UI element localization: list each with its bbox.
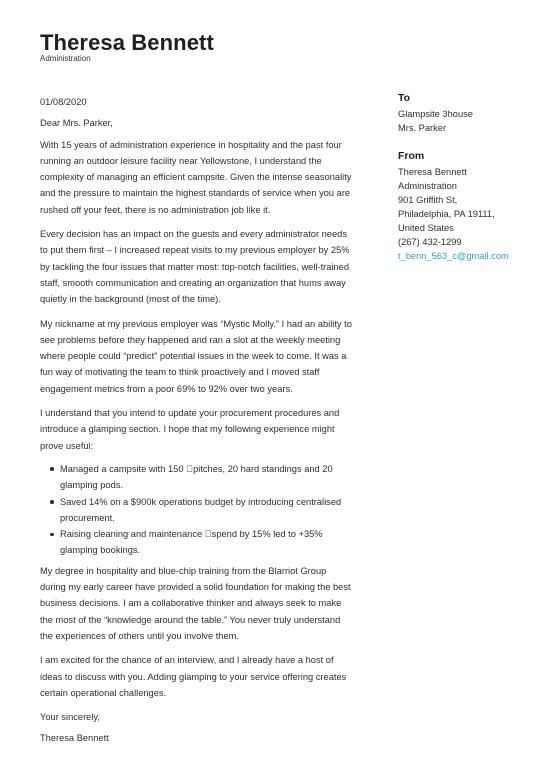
applicant-title: Administration bbox=[40, 54, 91, 63]
achievement-item: Raising cleaning and maintenance  spend by 15% led to +35% glamping bookings. bbox=[60, 526, 354, 559]
achievement-item: Managed a campsite with 150  pitches, 20 hard standings and 20 glamping pods. bbox=[60, 461, 354, 494]
sender-block bbox=[398, 149, 538, 263]
paragraph: I am excited for the chance of an interview, and I already have a host of ideas to discuss with you. Adding glamping to your service offering creates certain operational challenges. bbox=[40, 655, 347, 698]
paragraph: With 15 years of administration experience in hospitality and the past four running an outdoor leisure facility near Yellowstone, I understand the complexity of managing an efficient campsite. Given the intense seasonality and the pressure to maintain the highest standards of service when you are rushed off your feet, there is no administration job like it. bbox=[40, 139, 352, 215]
recipient-company: Glampsite 3house bbox=[398, 109, 473, 119]
achievement-item: Saved 14% on a $900k operations budget by introducing centralised procurement. bbox=[60, 494, 354, 527]
sender-title: Administration bbox=[398, 181, 457, 191]
sender-heading: From bbox=[398, 150, 425, 162]
paragraph: My nickname at my previous employer was “Mystic Molly.” I had an ability to see problems before they happened and ran a slot at the weekly meeting where people could “predict” potential issues in the week to come. It was a fun way of motivating the team to think proactively and I moved staff engagement metrics from a poor 69% to 92% over two years. bbox=[40, 318, 352, 394]
letter-body bbox=[40, 94, 354, 747]
sender-phone: (267) 432-1299 bbox=[398, 237, 462, 247]
sender-city: Philadelphia, PA 19111, bbox=[398, 209, 495, 219]
letter-date: 01/08/2020 bbox=[40, 97, 87, 107]
achievement-list bbox=[40, 461, 354, 559]
paragraph: I understand that you intend to update your procurement procedures and introduce a glamping section. I hope that my following experience might prove useful: bbox=[40, 408, 340, 451]
recipient-block bbox=[398, 91, 538, 135]
paragraph: My degree in hospitality and blue-chip training from the Blarriot Group during my early career have provided a solid foundation for making the best business decisions. I am a collaborative thinker and always seek to make the most of the “knowledge around the table.” You never truly understand the experiences of others until you involve them. bbox=[40, 565, 351, 641]
sender-country: United States bbox=[398, 223, 454, 233]
applicant-name: Theresa Bennett bbox=[40, 30, 214, 55]
sender-name: Theresa Bennett bbox=[398, 167, 467, 177]
letter-signature: Theresa Bennett bbox=[40, 733, 109, 744]
recipient-heading: To bbox=[398, 92, 411, 104]
sender-email-link[interactable]: t_benn_563_c@gmail.com bbox=[398, 251, 509, 261]
letter-greeting: Dear Mrs. Parker, bbox=[40, 118, 113, 129]
sender-street: 901 Griffith St, bbox=[398, 195, 458, 205]
recipient-contact: Mrs. Parker bbox=[398, 123, 447, 133]
paragraph: Every decision has an impact on the guests and every administrator needs to put them first – I increased repeat visits to my previous employer by 25% by tackling the four issues that matter most: top-notch facilities, well-trained staff, smooth communication and creating an organization that hums away quietly in the background (most of the time). bbox=[40, 229, 350, 305]
contact-sidebar bbox=[398, 91, 538, 277]
letter-closing: Your sincerely, bbox=[40, 712, 100, 723]
